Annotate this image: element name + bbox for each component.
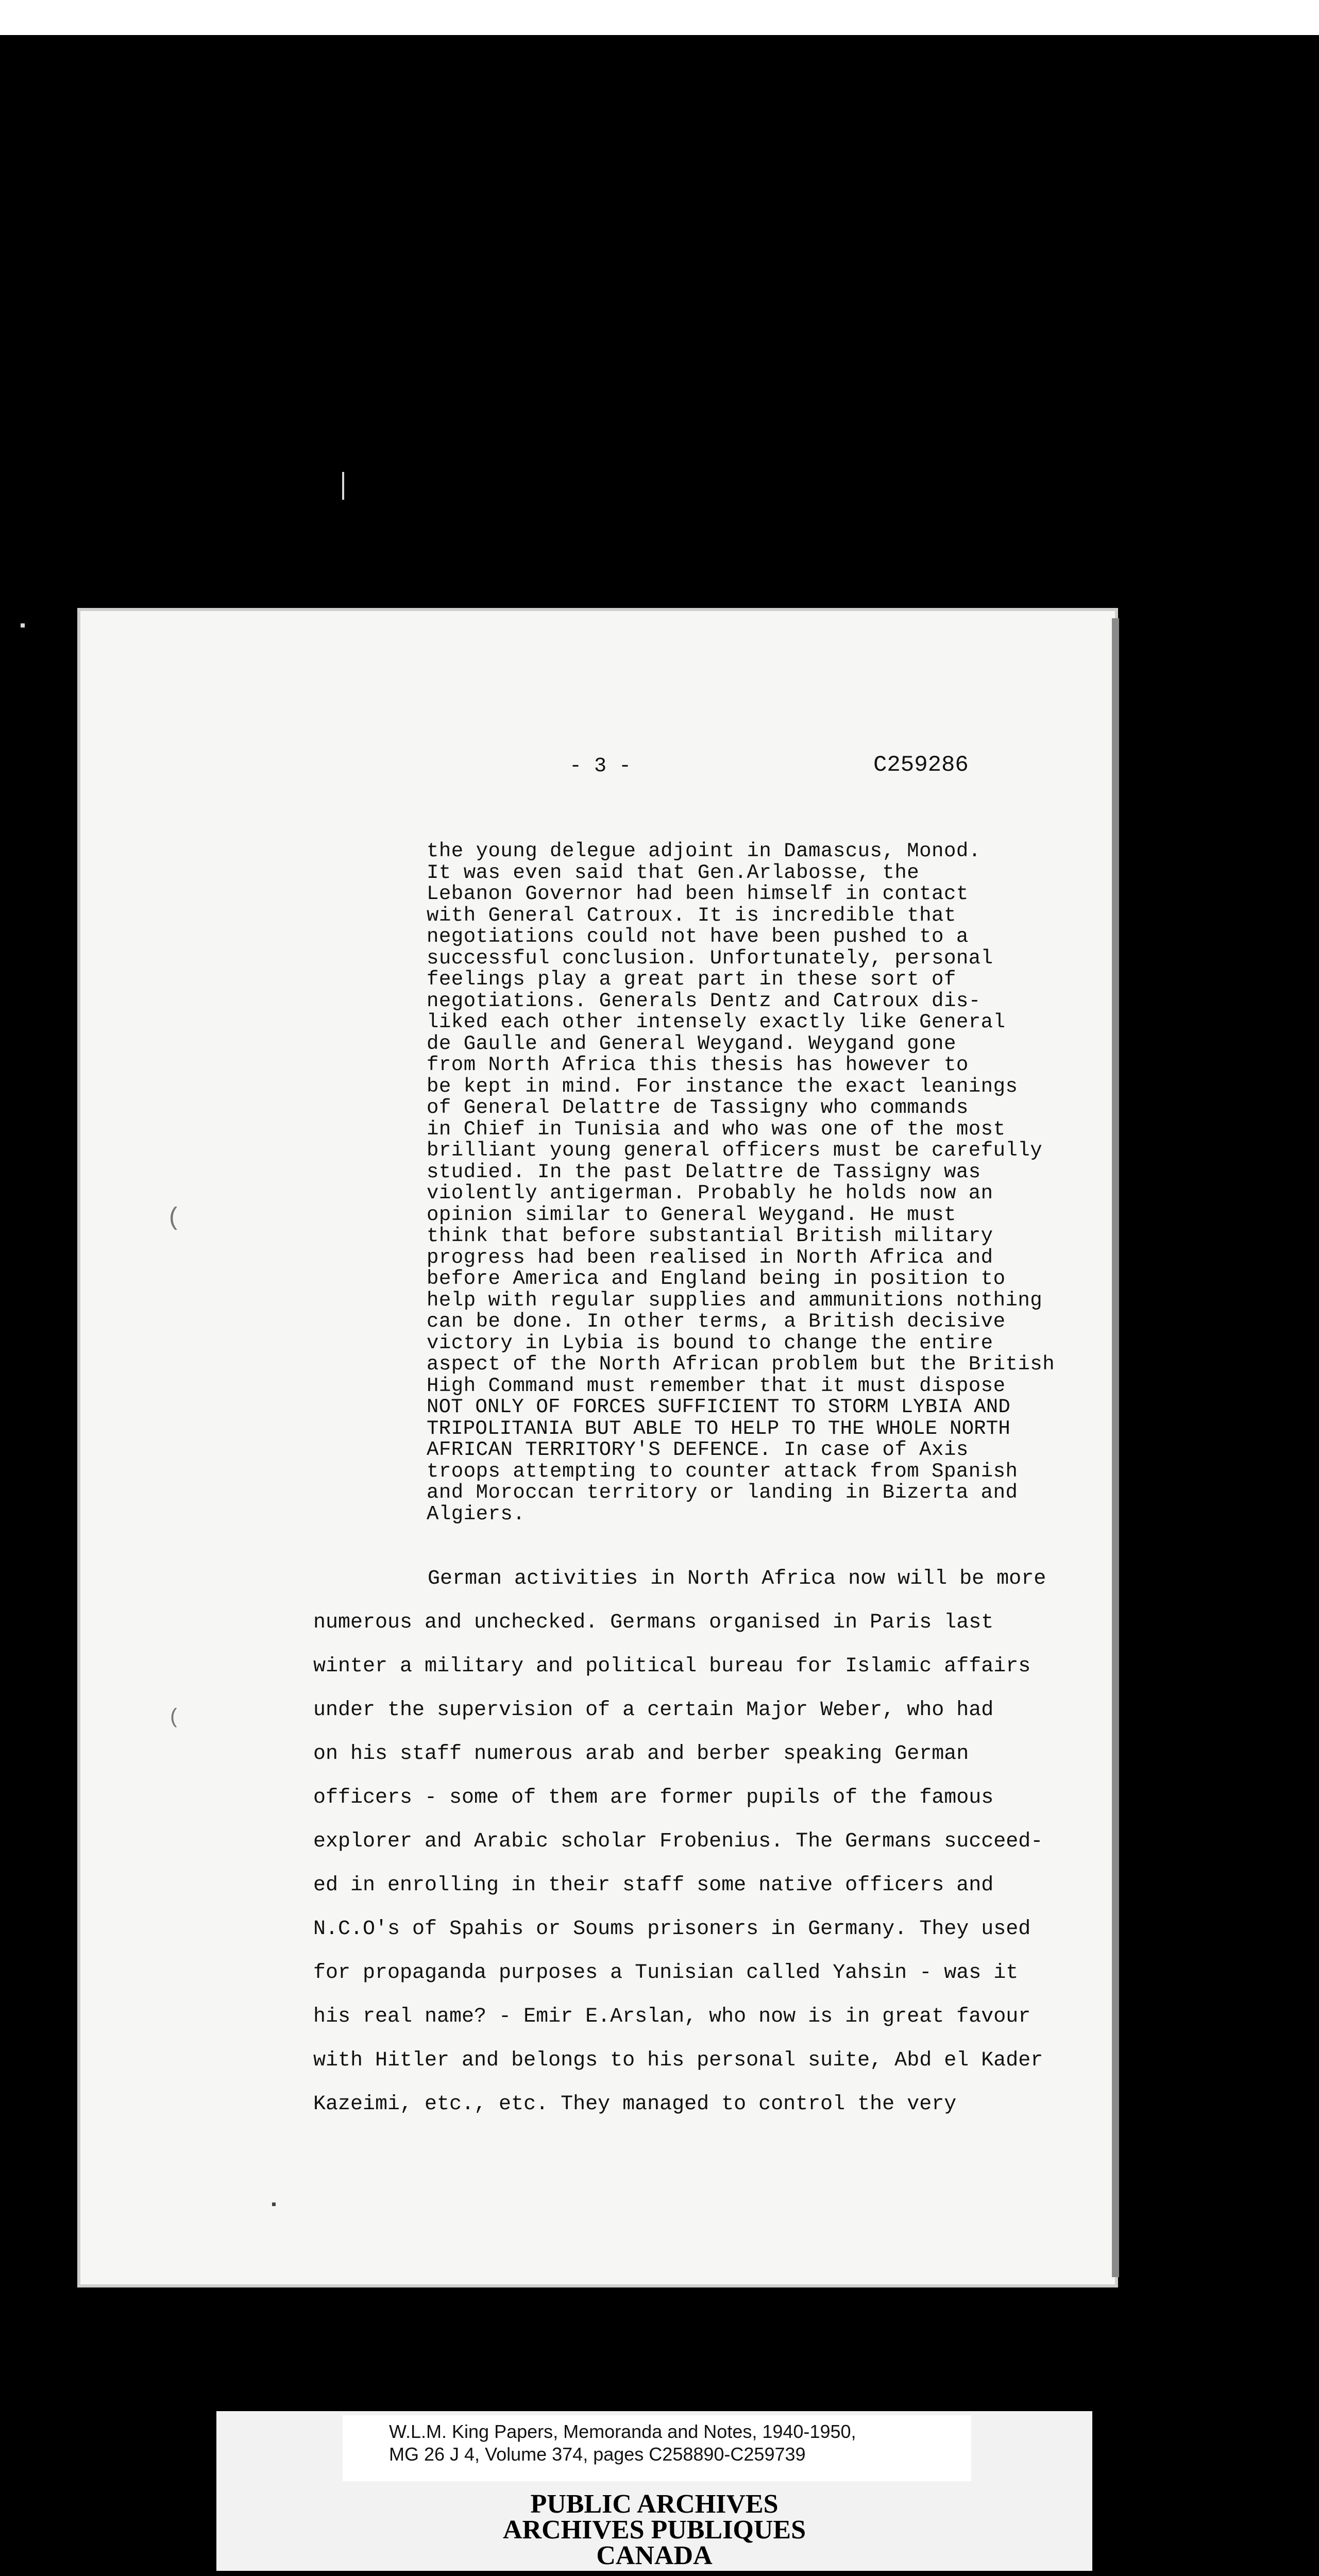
text-line: feelings play a great part in these sort of (427, 968, 956, 991)
film-top-border (0, 0, 1319, 35)
page-number: - 3 - (569, 755, 632, 778)
body-paragraph (313, 1557, 1086, 2126)
archive-reference-label (343, 2415, 971, 2481)
text-line: Algiers. (427, 1502, 526, 1526)
text-line: be kept in mind. For instance the exact leanings (427, 1075, 1018, 1098)
text-line: High Command must remember that it must dispose (427, 1374, 1006, 1397)
reference-number: C259286 (873, 752, 969, 778)
text-line: German activities in North Africa now will be more (428, 1567, 1046, 1590)
text-line: on his staff numerous arab and berber speaking German (313, 1742, 969, 1766)
margin-bracket-mark: ( (166, 1205, 181, 1232)
text-line: help with regular supplies and ammunitions nothing (427, 1289, 1043, 1312)
text-line: from North Africa this thesis has however to (427, 1054, 969, 1076)
text-line: with Hitler and belongs to his personal suite, Abd el Kader (313, 2049, 1043, 2072)
text-line: successful conclusion. Unfortunately, personal (427, 946, 993, 970)
text-line: in Chief in Tunisia and who was one of the most (427, 1117, 1006, 1141)
text-line: opinion similar to General Weygand. He must (427, 1203, 956, 1226)
film-speck (21, 623, 25, 628)
text-line: his real name? - Emir E.Arslan, who now is in great favour (313, 2005, 1031, 2028)
text-line: officers - some of them are former pupils of the famous (313, 1786, 994, 1809)
text-line: the young delegue adjoint in Damascus, Monod. (427, 840, 981, 862)
text-line: for propaganda purposes a Tunisian called Yahsin - was it (313, 1961, 1019, 1985)
text-line: de Gaulle and General Weygand. Weygand gone (427, 1032, 956, 1055)
text-line: It was even said that Gen.Arlabosse, the (427, 861, 920, 884)
text-line: negotiations could not have been pushed to a (427, 925, 969, 948)
text-line: troops attempting to counter attack from Spanish (427, 1460, 1018, 1483)
text-line: numerous and unchecked. Germans organised in Paris last (313, 1611, 994, 1634)
margin-bracket-mark: ( (168, 1706, 181, 1730)
text-line: under the supervision of a certain Major Weber, who had (313, 1699, 994, 1722)
film-scratch (342, 472, 344, 500)
text-line: aspect of the North African problem but the British (427, 1353, 1055, 1376)
text-line: TRIPOLITANIA BUT ABLE TO HELP TO THE WHOLE NORTH (427, 1417, 1010, 1440)
text-line: Kazeimi, etc., etc. They managed to control the very (313, 2093, 957, 2116)
text-line: studied. In the past Delattre de Tassigny was (427, 1160, 981, 1183)
text-line: NOT ONLY OF FORCES SUFFICIENT TO STORM LYBIA AND (427, 1396, 1010, 1418)
text-line: of General Delattre de Tassigny who commands (427, 1096, 969, 1119)
text-line: AFRICAN TERRITORY'S DEFENCE. In case of Axis (427, 1438, 969, 1461)
text-line: liked each other intensely exactly like General (427, 1011, 1006, 1033)
archives-stamp-line: CANADA (596, 2541, 713, 2570)
archives-stamp-line: PUBLIC ARCHIVES (530, 2489, 779, 2519)
text-line: winter a military and political bureau for Islamic affairs (313, 1655, 1031, 1678)
text-line: victory in Lybia is bound to change the entire (427, 1331, 993, 1354)
page-edge (1112, 618, 1119, 2277)
text-line: ed in enrolling in their staff some native officers and (313, 1874, 994, 1897)
archives-stamp-line: ARCHIVES PUBLIQUES (502, 2515, 806, 2545)
text-line: and Moroccan territory or landing in Bizerta and (427, 1481, 1018, 1504)
indented-text-block (427, 841, 1096, 1525)
text-line: think that before substantial British military (427, 1225, 993, 1247)
archive-label-line: MG 26 J 4, Volume 374, pages C258890-C259739 (389, 2444, 806, 2465)
text-line: with General Catroux. It is incredible that (427, 904, 956, 927)
text-line: explorer and Arabic scholar Frobenius. The Germans succeed- (313, 1830, 1043, 1853)
text-line: before America and England being in position to (427, 1267, 1006, 1290)
text-line: violently antigerman. Probably he holds now an (427, 1182, 993, 1205)
text-line: can be done. In other terms, a British decisive (427, 1310, 1006, 1333)
film-speck (272, 2202, 276, 2206)
text-line: progress had been realised in North Africa and (427, 1246, 993, 1269)
archive-label-line: W.L.M. King Papers, Memoranda and Notes, 1940-1950, (389, 2421, 856, 2442)
text-line: Lebanon Governor had been himself in contact (427, 883, 969, 905)
text-line: N.C.O's of Spahis or Soums prisoners in Germany. They used (313, 1918, 1031, 1941)
public-archives-stamp (216, 2489, 1092, 2570)
text-line: brilliant young general officers must be carefully (427, 1139, 1043, 1162)
text-line: negotiations. Generals Dentz and Catroux dis- (427, 989, 981, 1012)
